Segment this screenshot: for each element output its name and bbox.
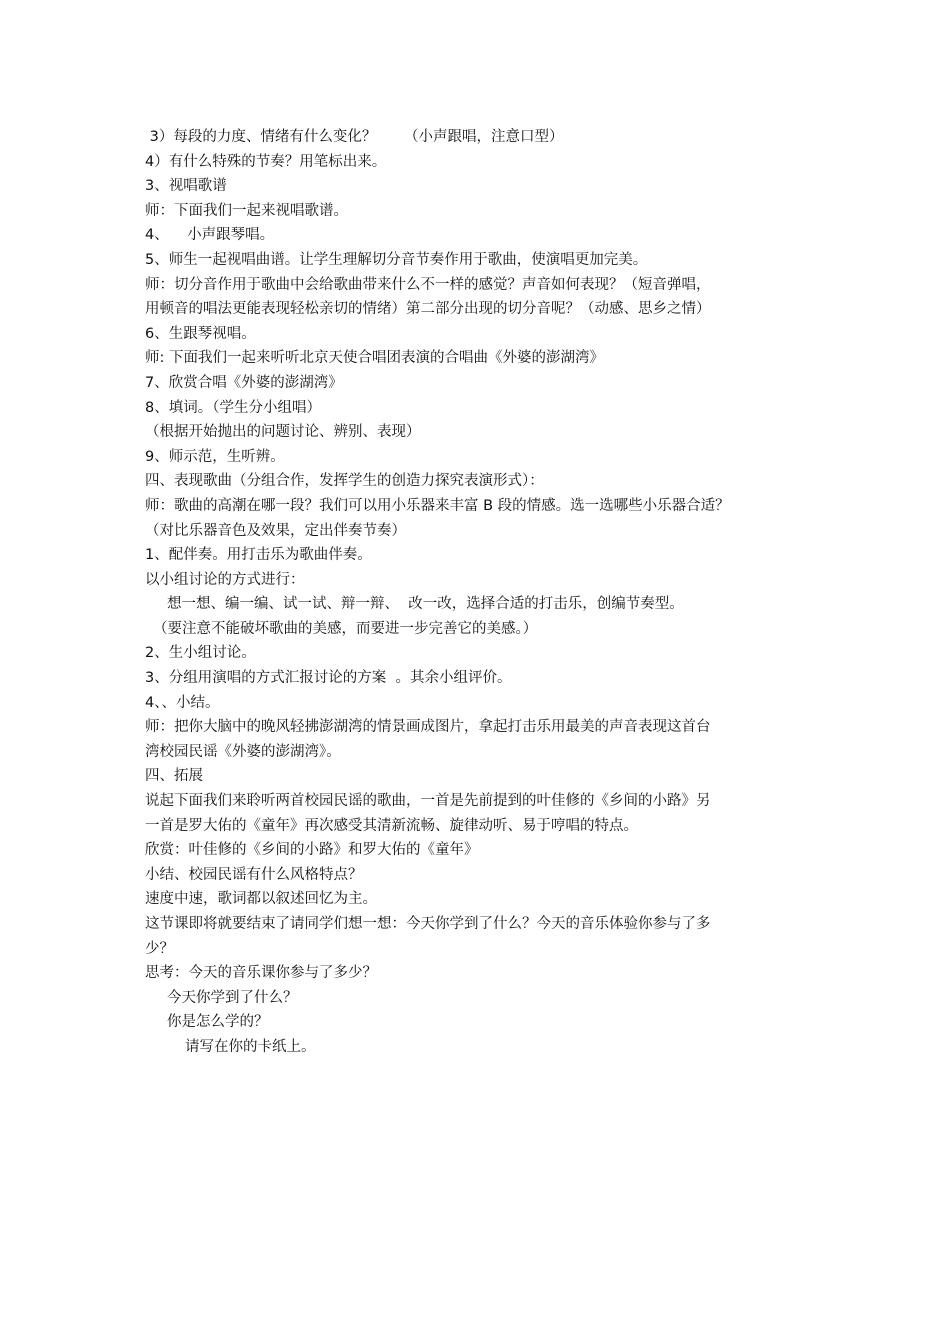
text-line: 6、生跟琴视唱。 <box>145 325 256 342</box>
text-line: 速度中速，歌词都以叙述回忆为主。 <box>145 891 377 908</box>
text-line: 请写在你的卡纸上。 <box>185 1038 316 1055</box>
text-line: 想一想、编一编、试一试、辩一辩、 改一改，选择合适的打击乐，创编节奏型。 <box>167 596 684 613</box>
text-line: 今天你学到了什么？ <box>167 989 298 1006</box>
text-line: 1、配伴奏。用打击乐为歌曲伴奏。 <box>145 547 372 564</box>
text-line: 4、、小结。 <box>145 694 220 711</box>
text-line: 用顿音的唱法更能表现轻松亲切的情绪）第二部分出现的切分音呢？（动感、思乡之情） <box>145 301 711 318</box>
text-line: 说起下面我们来聆听两首校园民谣的歌曲，一首是先前提到的叶佳修的《乡间的小路》另 <box>145 793 711 810</box>
text-line: 欣赏：叶佳修的《乡间的小路》和罗大佑的《童年》 <box>145 842 479 859</box>
text-line: 2、生小组讨论。 <box>145 645 256 662</box>
text-line: 9、师示范，生听辨。 <box>145 448 285 465</box>
text-line: 师：把你大脑中的晚风轻拂澎湖湾的情景画成图片，拿起打击乐用最美的声音表现这首台 <box>145 719 711 736</box>
text-line: 师：歌曲的高潮在哪一段？我们可以用小乐器来丰富 B 段的情感。选一选哪些小乐器合适？ <box>145 497 730 514</box>
text-line: 4）有什么特殊的节奏？用笔标出来。 <box>145 153 387 170</box>
text-line: 师: 下面我们一起来听听北京天使合唱团表演的合唱曲《外婆的澎湖湾》 <box>145 350 604 367</box>
text-line: 3、视唱歌谱 <box>145 178 227 195</box>
text-line: 湾校园民谣《外婆的澎湖湾》。 <box>145 743 341 760</box>
text-line: （根据开始抛出的问题讨论、辨别、表现） <box>145 424 421 441</box>
text-line: 以小组讨论的方式进行： <box>145 571 305 588</box>
document-body <box>145 125 825 1060</box>
text-line: 5、师生一起视唱曲谱。让学生理解切分音节奏作用于歌曲，使演唱更加完美。 <box>145 251 648 268</box>
text-line: （要注意不能破坏歌曲的美感，而要进一步完善它的美感。） <box>153 620 538 637</box>
text-line: 4、 小声跟琴唱。 <box>145 227 275 244</box>
section-heading: 四、拓展 <box>145 768 203 785</box>
text-line: 师：切分音作用于歌曲中会给歌曲带来什么不一样的感觉？声音如何表现？（短音弹唱， <box>145 276 711 293</box>
text-line: （对比乐器音色及效果，定出伴奏节奏） <box>145 522 406 539</box>
text-line: 3）每段的力度、情绪有什么变化？ （小声跟唱，注意口型） <box>145 129 564 145</box>
text-line: 小结、校园民谣有什么风格特点？ <box>145 866 363 883</box>
section-heading: 四、表现歌曲（分组合作，发挥学生的创造力探究表演形式）： <box>145 473 544 490</box>
text-line: 师：下面我们一起来视唱歌谱。 <box>145 202 348 219</box>
text-line: 一首是罗大佑的《童年》再次感受其清新流畅、旋律动听、易于哼唱的特点。 <box>145 817 638 834</box>
text-line: 3、分组用演唱的方式汇报讨论的方案 。其余小组评价。 <box>145 670 512 687</box>
text-line: 少？ <box>145 940 174 957</box>
text-line: 7、欣赏合唱《外婆的澎湖湾》 <box>145 374 343 391</box>
text-line: 这节课即将就要结束了请同学们想一想：今天你学到了什么？今天的音乐体验你参与了多 <box>145 916 711 932</box>
text-line: 8、填词。（学生分小组唱） <box>145 399 321 416</box>
text-line: 思考：今天的音乐课你参与了多少？ <box>145 965 377 982</box>
text-line: 你是怎么学的？ <box>167 1014 269 1031</box>
